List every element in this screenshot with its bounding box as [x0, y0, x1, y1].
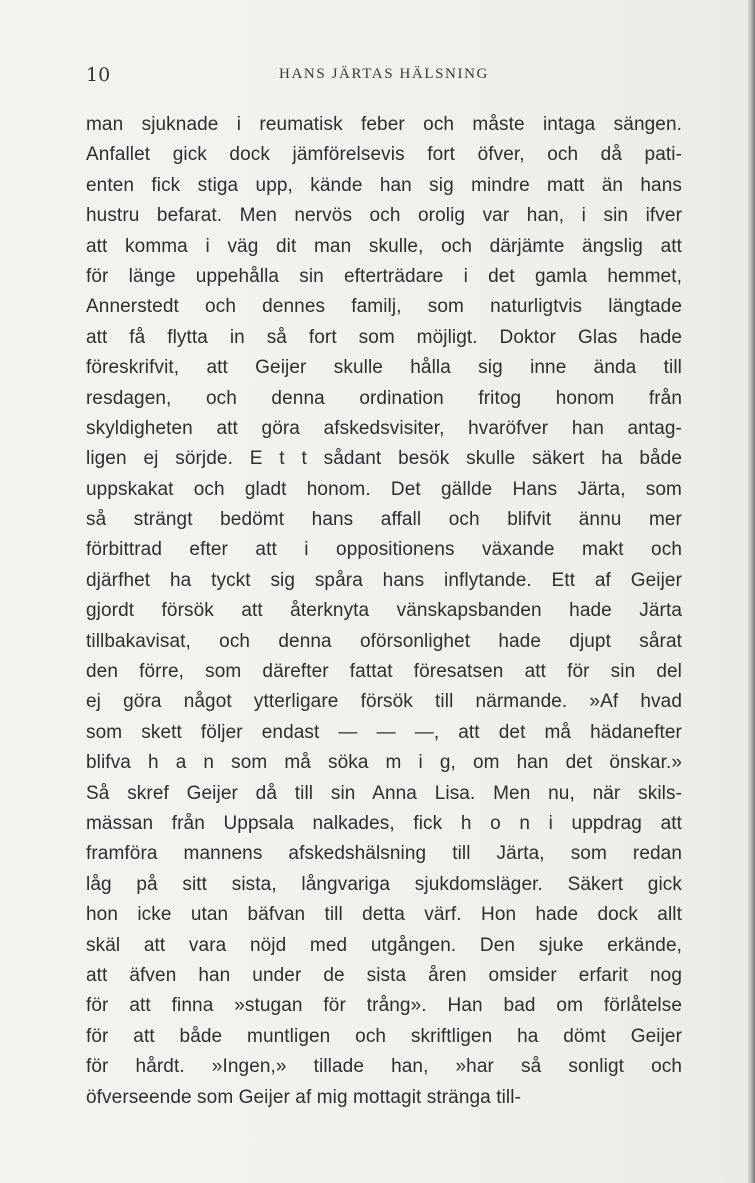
body-text	[86, 110, 682, 1113]
text-line: ligen ej sörjde. E t t sådant besök skulle säkert ha både	[86, 448, 682, 470]
text-line: för hårdt. »Ingen,» tillade han, »har så sonligt och	[86, 1056, 682, 1078]
text-line: ej göra något ytterligare försök till närmande. »Af hvad	[86, 691, 682, 713]
page-number: 10	[86, 64, 111, 86]
text-line: hustru befarat. Men nervös och orolig var han, i sin ifver	[86, 205, 682, 227]
running-title: HANS JÄRTAS HÄLSNING	[279, 66, 489, 82]
text-line: att få flytta in så fort som möjligt. Doktor Glas hade	[86, 326, 682, 348]
text-line: öfverseende som Geijer af mig mottagit stränga till-	[86, 1086, 521, 1108]
text-line: mässan från Uppsala nalkades, fick h o n i uppdrag att	[86, 812, 682, 834]
text-line: gjordt försök att återknyta vänskapsbanden hade Järta	[86, 600, 682, 622]
page-header	[86, 64, 682, 88]
text-line: resdagen, och denna ordination fritog honom från	[86, 387, 682, 409]
text-line: blifva h a n som må söka m i g, om han det önskar.»	[86, 752, 682, 774]
text-line: Annerstedt och dennes familj, som naturligtvis längtade	[86, 296, 682, 318]
text-line: att äfven han under de sista åren omsider erfarit nog	[86, 964, 682, 986]
text-line: Anfallet gick dock jämförelsevis fort öfver, och då pati-	[86, 144, 682, 166]
text-line: för att både muntligen och skriftligen ha dömt Geijer	[86, 1025, 682, 1047]
text-line: låg på sitt sista, långvariga sjukdomsläger. Säkert gick	[86, 873, 682, 895]
text-line: Så skref Geijer då till sin Anna Lisa. Men nu, när skils-	[86, 782, 682, 804]
text-line: den förre, som därefter fattat föresatsen att för sin del	[86, 661, 682, 683]
text-line: skyldigheten att göra afskedsvisiter, hvaröfver han antag-	[86, 417, 682, 439]
text-line: enten fick stiga upp, kände han sig mindre matt än hans	[86, 174, 682, 196]
text-line: tillbakavisat, och denna oförsonlighet hade djupt sårat	[86, 630, 682, 652]
text-line: uppskakat och gladt honom. Det gällde Hans Järta, som	[86, 478, 682, 500]
page-edge-shadow	[747, 0, 755, 1183]
text-line: djärfhet ha tyckt sig spåra hans inflytande. Ett af Geijer	[86, 569, 682, 591]
text-line: hon icke utan bäfvan till detta värf. Hon hade dock allt	[86, 904, 682, 926]
text-line: förbittrad efter att i oppositionens växande makt och	[86, 539, 682, 561]
text-line: framföra mannens afskedshälsning till Järta, som redan	[86, 843, 682, 865]
text-line: så strängt bedömt hans affall och blifvit ännu mer	[86, 509, 682, 531]
text-line: att komma i väg dit man skulle, och därjämte ängslig att	[86, 235, 682, 257]
text-line: för länge uppehålla sin efterträdare i det gamla hemmet,	[86, 265, 682, 287]
text-line: som skett följer endast — — —, att det må hädanefter	[86, 721, 682, 743]
text-line: föreskrifvit, att Geijer skulle hålla sig inne ända till	[86, 357, 682, 379]
text-line: för att finna »stugan för trång». Han bad om förlåtelse	[86, 995, 682, 1017]
text-line: skäl att vara nöjd med utgången. Den sjuke erkände,	[86, 934, 682, 956]
text-line: man sjuknade i reumatisk feber och måste intaga sängen.	[86, 114, 682, 135]
